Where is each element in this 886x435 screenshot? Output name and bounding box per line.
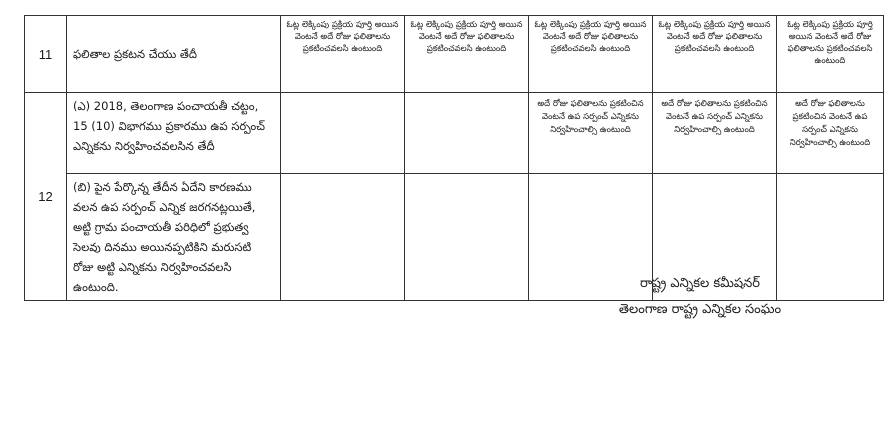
row-number: 12 — [25, 93, 67, 301]
table-row-11 — [25, 16, 884, 93]
phase-1-cell: ఓట్ల లెక్కింపు ప్రక్రియ పూర్తి అయిన వెంటనే అదే రోజు ఫలితాలను ప్రకటించవలసి ఉంటుంది — [281, 16, 405, 93]
phase-5-cell: అదే రోజు ఫలితాలను ప్రకటించిన వెంటనే ఉప సర్పంచ్ ఎన్నికను నిర్వహించాల్సి ఉంటుంది — [777, 93, 884, 174]
phase-1-cell — [281, 174, 405, 301]
row-number: 11 — [25, 16, 67, 93]
phase-5-cell: ఓట్ల లెక్కింపు ప్రక్రియ పూర్తి అయిన వెంటనే అదే రోజు ఫలితాలను ప్రకటించవలసి ఉంటుంది — [777, 16, 884, 93]
phase-5-cell — [777, 174, 884, 301]
phase-3-cell: ఓట్ల లెక్కింపు ప్రక్రియ పూర్తి అయిన వెంటనే అదే రోజు ఫలితాలను ప్రకటించవలసి ఉంటుంది — [529, 16, 653, 93]
phase-4-cell: ఓట్ల లెక్కింపు ప్రక్రియ పూర్తి అయిన వెంటనే అదే రోజు ఫలితాలను ప్రకటించవలసి ఉంటుంది — [653, 16, 777, 93]
phase-1-cell — [281, 93, 405, 174]
election-schedule-table — [24, 15, 884, 301]
row-description: ఫలితాల ప్రకటన చేయు తేదీ — [67, 16, 281, 93]
row-description-b: (బి) పైన పేర్కొన్న తేదీన ఏదేని కారణము వలన ఉప సర్పంచ్ ఎన్నిక జరగనట్లయితే, అట్టి గ్రామ పంచాయతీ పరిధిలో ప్రభుత్వ సెలవు దినము అయినప్పటికిని మరుసటి రోజు అట్టి ఎన్నికను నిర్వహించవలసి ఉంటుంది. — [67, 174, 281, 301]
phase-3-cell: అదే రోజు ఫలితాలను ప్రకటించిన వెంటనే ఉప సర్పంచ్ ఎన్నికను నిర్వహించాల్సి ఉంటుంది — [529, 93, 653, 174]
row-description-a: (ఎ) 2018, తెలంగాణ పంచాయతీ చట్టం, 15 (10) విభాగము ప్రకారము ఉప సర్పంచ్ ఎన్నికను నిర్వహించవలసిన తేదీ — [67, 93, 281, 174]
signature-title: రాష్ట్ర ఎన్నికల కమీషనర్ — [639, 276, 761, 291]
phase-4-cell: అదే రోజు ఫలితాలను ప్రకటించిన వెంటనే ఉప సర్పంచ్ ఎన్నికను నిర్వహించాల్సి ఉంటుంది — [653, 93, 777, 174]
table-row-12a — [25, 93, 884, 174]
signature-organization: తెలంగాణ రాష్ట్ర ఎన్నికల సంఘం — [618, 302, 782, 317]
phase-2-cell — [405, 174, 529, 301]
phase-2-cell — [405, 93, 529, 174]
phase-2-cell: ఓట్ల లెక్కింపు ప్రక్రియ పూర్తి అయిన వెంటనే అదే రోజు ఫలితాలను ప్రకటించవలసి ఉంటుంది — [405, 16, 529, 93]
